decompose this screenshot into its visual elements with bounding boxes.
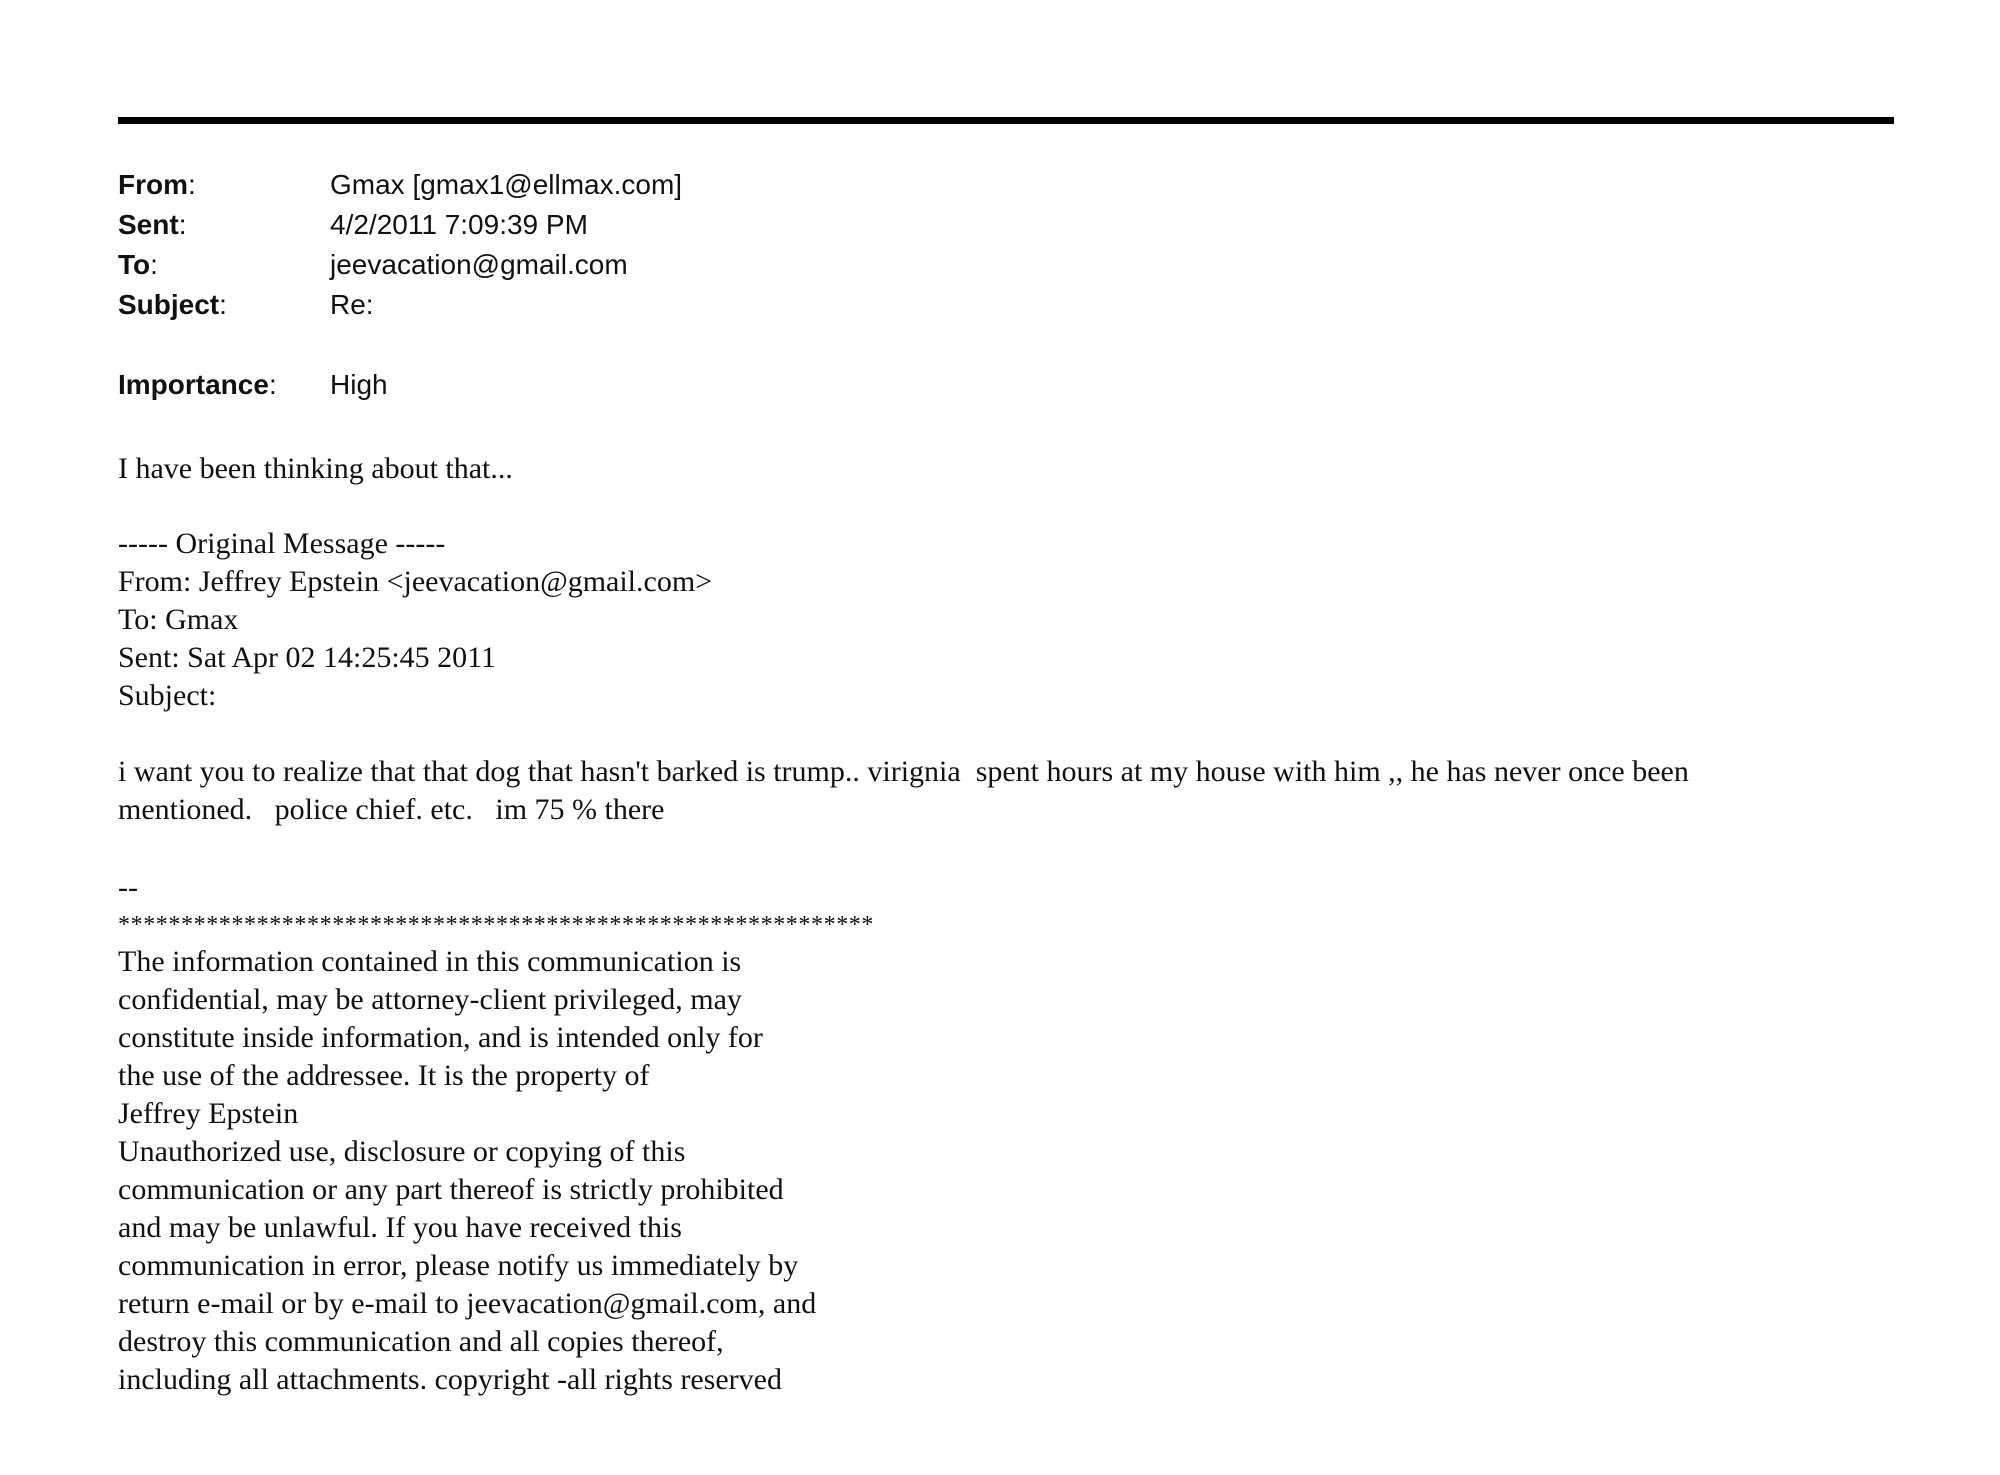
disclaimer-line: Unauthorized use, disclosure or copying of this — [118, 1135, 686, 1168]
sent-value: 4/2/2011 7:09:39 PM — [330, 209, 588, 240]
subject-label: Subject: — [118, 289, 227, 320]
from-label: From: — [118, 169, 196, 200]
original-sent-line: Sent: Sat Apr 02 14:25:45 2011 — [118, 641, 497, 674]
disclaimer-line: destroy this communication and all copies thereof, — [118, 1325, 724, 1358]
disclaimer-line: communication or any part thereof is strictly prohibited — [118, 1173, 784, 1206]
original-to-line: To: Gmax — [118, 603, 239, 636]
disclaimer-line: confidential, may be attorney-client privileged, may — [118, 983, 742, 1016]
disclaimer-line: constitute inside information, and is intended only for — [118, 1021, 763, 1054]
original-subject-line: Subject: — [118, 679, 217, 712]
disclaimer-line: The information contained in this communication is — [118, 945, 742, 978]
sent-label: Sent: — [118, 209, 187, 240]
importance-label: Importance: — [118, 369, 277, 400]
reply-body: I have been thinking about that... — [118, 452, 513, 485]
original-body-line: mentioned. police chief. etc. im 75 % there — [118, 793, 665, 826]
original-message-separator: ----- Original Message ----- — [118, 527, 446, 560]
importance-value: High — [330, 369, 388, 400]
to-label: To: — [118, 249, 158, 280]
original-from-line: From: Jeffrey Epstein <jeevacation@gmail.com> — [118, 565, 713, 598]
to-value: jeevacation@gmail.com — [330, 249, 628, 280]
original-body-line: i want you to realize that that dog that hasn't barked is trump.. virignia spent hours at my house with him ,, he has never once been — [118, 755, 1689, 788]
header-divider-rule — [118, 117, 1894, 124]
disclaimer-line: communication in error, please notify us immediately by — [118, 1249, 799, 1282]
disclaimer-line: return e-mail or by e-mail to jeevacation@gmail.com, and — [118, 1287, 817, 1320]
disclaimer-line: Jeffrey Epstein — [118, 1097, 299, 1130]
disclaimer-line: including all attachments. copyright -all rights reserved — [118, 1363, 782, 1396]
signature-dashes: -- — [118, 871, 138, 904]
subject-value: Re: — [330, 289, 374, 320]
disclaimer-line: the use of the addressee. It is the property of — [118, 1059, 650, 1092]
disclaimer-line: and may be unlawful. If you have received this — [118, 1211, 682, 1244]
signature-stars: ************************************************************ — [118, 912, 874, 938]
from-value: Gmax [gmax1@ellmax.com] — [330, 169, 683, 200]
